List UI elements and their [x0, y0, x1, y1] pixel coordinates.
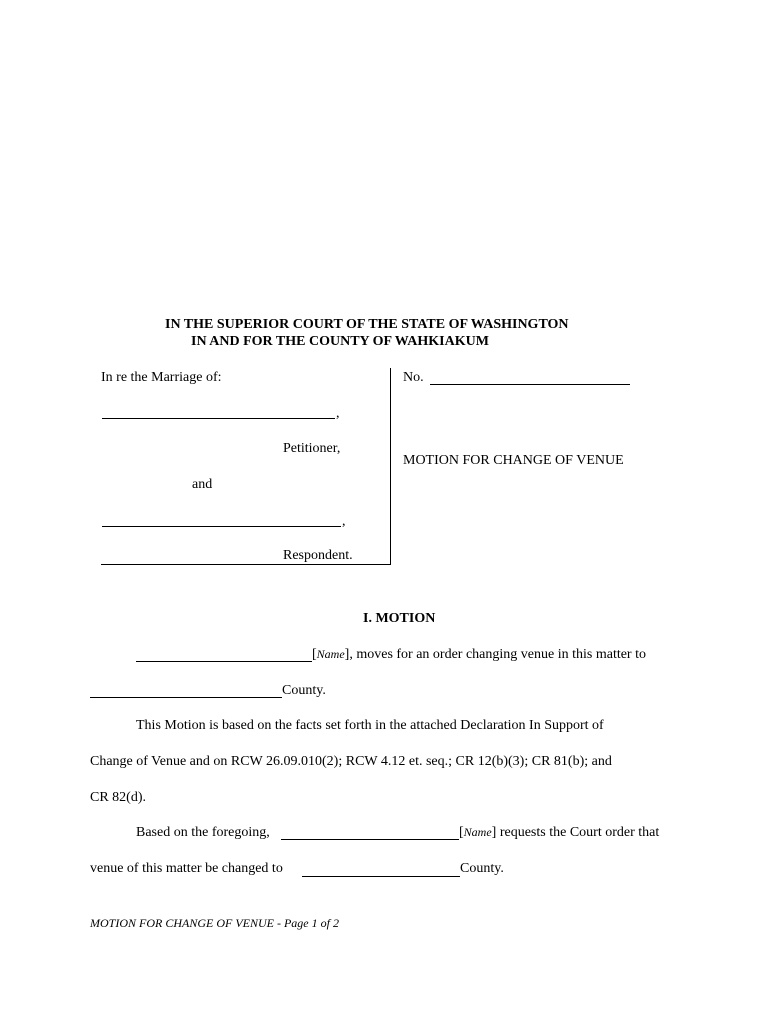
respondent-label: Respondent. — [283, 548, 353, 563]
case-number-blank[interactable] — [430, 384, 630, 385]
comma-2: , — [342, 514, 346, 529]
page-footer: MOTION FOR CHANGE OF VENUE - Page 1 of 2 — [90, 916, 339, 930]
respondent-name-blank[interactable] — [102, 526, 341, 527]
petitioner-label: Petitioner, — [283, 441, 341, 456]
para2-line2: Change of Venue and on RCW 26.09.010(2); RCW 4.12 et. seq.; CR 12(b)(3); CR 81(b); and — [90, 754, 612, 769]
in-re-label: In re the Marriage of: — [101, 370, 222, 385]
movant-name-blank[interactable] — [136, 661, 312, 662]
county-blank-1[interactable] — [90, 697, 282, 698]
para1-rest: , moves for an order changing venue in this matter to — [349, 647, 646, 662]
document-title: MOTION FOR CHANGE OF VENUE — [403, 453, 624, 468]
section-heading: I. MOTION — [363, 611, 436, 626]
para3-line2-lead: venue of this matter be changed to — [90, 861, 283, 876]
caption-vertical-rule — [390, 368, 391, 565]
case-number-label: No. — [403, 370, 424, 385]
county-blank-2[interactable] — [302, 876, 460, 877]
court-heading-line2: IN AND FOR THE COUNTY OF WAHKIAKUM — [191, 334, 489, 349]
comma-1: , — [336, 406, 340, 421]
caption-bottom-rule — [101, 564, 391, 565]
para2-line3: CR 82(d). — [90, 790, 146, 805]
para2-line1: This Motion is based on the facts set forth in the attached Declaration In Support of — [136, 718, 604, 733]
para3-rest: requests the Court order that — [496, 825, 660, 840]
para3-name-hint: [Name] requests the Court order that — [459, 825, 660, 840]
para3-county: County. — [460, 861, 504, 876]
para3-lead: Based on the foregoing, — [136, 825, 270, 840]
petitioner-name-blank[interactable] — [102, 418, 335, 419]
court-heading-line1: IN THE SUPERIOR COURT OF THE STATE OF WASHINGTON — [165, 317, 569, 332]
requester-name-blank[interactable] — [281, 839, 459, 840]
para1-county: County. — [282, 683, 326, 698]
and-label: and — [192, 477, 213, 492]
para1-name-hint: [Name], moves for an order changing venue in this matter to — [312, 647, 646, 662]
